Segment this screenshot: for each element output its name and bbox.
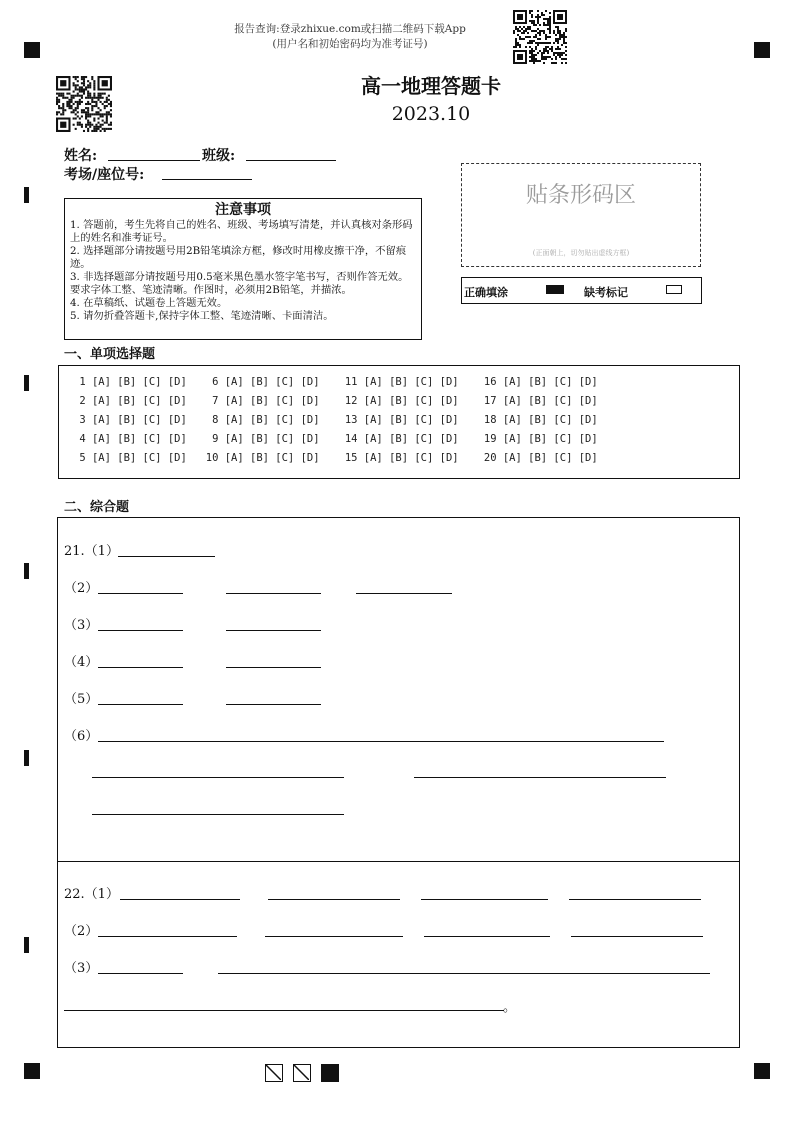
timing-mark [24,563,29,579]
timing-mark [24,937,29,953]
q22-part3-label: （3） [64,961,99,976]
q21-part6-line[interactable] [414,777,666,778]
notice-item: 5. 请勿折叠答题卡,保持字体工整、笔迹清晰、卡面清洁。 [70,310,334,322]
class-label: 班级: [202,148,236,164]
q21-part5-line[interactable] [226,704,321,705]
q21-part6-line[interactable] [92,777,344,778]
page-title: 高一地理答题卡 [361,74,501,98]
q22-part1-line[interactable] [268,899,400,900]
notice-item: 3. 非选择题部分请按题号用0.5毫米黑色墨水签字笔书写，否则作答无效。要求字体工整、笔迹清晰。作图时，必须用2B铅笔，并描浓。 [70,271,409,296]
absent-mark-box[interactable] [666,285,682,294]
q22-part3-line[interactable] [64,1010,504,1011]
name-field[interactable] [108,160,200,161]
q21-part2-line[interactable] [98,593,183,594]
timing-mark [24,187,29,203]
q21-part2-label: （2） [64,581,99,596]
choice-row[interactable]: 2 [A] [B] [C] [D] 7 [A] [B] [C] [D] 12 [A] [B] [C] [D] 17 [A] [B] [C] [D] [73,395,598,407]
q22-part2-line[interactable] [265,936,403,937]
barcode-area[interactable] [461,163,701,267]
q22-part2-line[interactable] [98,936,237,937]
notice-item: 4. 在草稿纸、试题卷上答题无效。 [70,297,228,309]
barcode-area-hint: (正面朝上，切勿贴出虚线方框) [532,249,630,257]
fill-legend [461,277,702,304]
class-field[interactable] [246,160,336,161]
q22-part2-label: （2） [64,924,99,939]
q21-part3-label: （3） [64,618,99,633]
notice-item: 1. 答题前，考生先将自己的姓名、班级、考场填写清楚，并认真核对条形码上的姓名和准考证号。 [70,219,413,244]
report-query-line2: (用户名和初始密码均为准考证号) [272,38,428,50]
registration-mark-bottom-right [754,1063,770,1079]
room-seat-field[interactable] [162,179,252,180]
notice-box [64,198,422,340]
q21-part6-line[interactable] [92,814,344,815]
q22-part3-line[interactable] [218,973,710,974]
name-label: 姓名: [64,148,98,164]
notice-item: 2. 选择题部分请按题号用2B铅笔填涂方框，修改时用橡皮擦干净，不留痕迹。 [70,245,407,270]
q22-part1-label: 22.（1） [64,887,119,902]
q22-part3-line[interactable] [98,973,183,974]
q21-part6-line[interactable] [98,741,664,742]
q22-part1-line[interactable] [421,899,548,900]
choice-row[interactable]: 1 [A] [B] [C] [D] 6 [A] [B] [C] [D] 11 [A] [B] [C] [D] 16 [A] [B] [C] [D] [73,376,598,388]
q21-part4-line[interactable] [98,667,183,668]
registration-mark-bottom-left [24,1063,40,1079]
absent-mark-label: 缺考标记 [584,286,628,299]
correct-fill-sample [546,285,564,294]
q22-end-mark: 。 [503,1000,517,1015]
choice-row[interactable]: 5 [A] [B] [C] [D] 10 [A] [B] [C] [D] 15 [A] [B] [C] [D] 20 [A] [B] [C] [D] [73,452,598,464]
crossed-box-icon [293,1064,311,1082]
correct-fill-label: 正确填涂 [464,286,508,299]
q21-answer-box [57,517,740,862]
notice-title: 注意事项 [215,202,271,218]
choice-row[interactable]: 3 [A] [B] [C] [D] 8 [A] [B] [C] [D] 13 [A] [B] [C] [D] 18 [A] [B] [C] [D] [73,414,598,426]
qr-code-top [513,10,567,64]
q21-part6-label: （6） [64,729,99,744]
exam-date: 2023.10 [391,103,471,125]
q21-part2-line[interactable] [226,593,321,594]
q22-part2-line[interactable] [571,936,703,937]
q21-part2-line[interactable] [356,593,452,594]
report-query-note [200,22,500,52]
timing-mark [24,375,29,391]
barcode-area-label: 贴条形码区 [525,183,636,208]
q22-part1-line[interactable] [569,899,701,900]
report-query-line1: 报告查询:登录zhixue.com或扫描二维码下载App [234,23,466,35]
filled-box-icon [321,1064,339,1082]
q22-answer-box [57,861,740,1048]
choice-row[interactable]: 4 [A] [B] [C] [D] 9 [A] [B] [C] [D] 14 [A] [B] [C] [D] 19 [A] [B] [C] [D] [73,433,598,445]
registration-mark-top-right [754,42,770,58]
q21-part1-label: 21.（1） [64,544,119,559]
q21-part1-line[interactable] [118,556,215,557]
qr-code-left [56,76,112,132]
multiple-choice-box [58,365,740,479]
q21-part4-line[interactable] [226,667,321,668]
section2-title: 二、综合题 [64,500,130,515]
q22-part2-line[interactable] [424,936,550,937]
room-seat-label: 考场/座位号: [64,167,145,183]
q21-part3-line[interactable] [226,630,321,631]
q21-part5-line[interactable] [98,704,183,705]
section1-title: 一、单项选择题 [64,347,156,362]
q21-part5-label: （5） [64,692,99,707]
q21-part4-label: （4） [64,655,99,670]
q22-part1-line[interactable] [120,899,240,900]
timing-mark [24,750,29,766]
registration-mark-top-left [24,42,40,58]
crossed-box-icon [265,1064,283,1082]
q21-part3-line[interactable] [98,630,183,631]
